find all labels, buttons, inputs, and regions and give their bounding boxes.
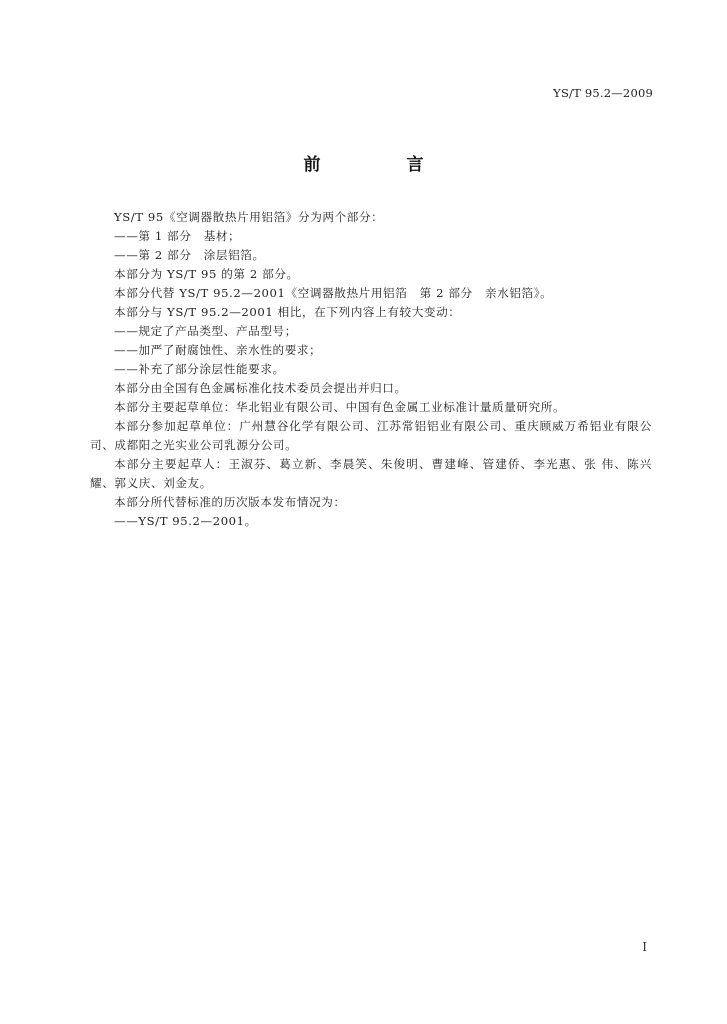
list-item: ——规定了产品类型、产品型号； bbox=[114, 324, 297, 338]
paragraph: YS/T 95《空调器散热片用铝箔》分为两个部分： bbox=[114, 210, 384, 224]
list-item: ——补充了部分涂层性能要求。 bbox=[114, 362, 285, 376]
standard-code: YS/T 95.2—2009 bbox=[553, 86, 653, 100]
paragraph: 本部分代替 YS/T 95.2—2001《空调器散热片用铝箔 第 2 部分 亲水铝箔》。 bbox=[114, 286, 553, 300]
list-item: ——加严了耐腐蚀性、亲水性的要求； bbox=[114, 343, 322, 357]
paragraph: 本部分主要起草人：王淑芬、葛立新、李晨笑、朱俊明、曹建峰、管建侨、李光惠、张 伟、陈兴耀、郭义庆、刘金友。 bbox=[90, 457, 652, 490]
paragraph: 本部分由全国有色金属标准化技术委员会提出并归口。 bbox=[114, 381, 407, 395]
paragraph: 本部分参加起草单位：广州慧谷化学有限公司、江苏常铝铝业有限公司、重庆顾威万希铝业有限公司、成都阳之光实业公司乳源分公司。 bbox=[90, 419, 652, 452]
list-item: ——第 2 部分 涂层铝箔。 bbox=[114, 248, 265, 262]
paragraph: 本部分主要起草单位：华北铝业有限公司、中国有色金属工业标准计量质量研究所。 bbox=[114, 400, 566, 414]
page-title: 前 言 bbox=[303, 155, 464, 175]
paragraph: 本部分所代替标准的历次版本发布情况为： bbox=[114, 495, 346, 509]
document-body bbox=[90, 208, 652, 531]
paragraph: 本部分为 YS/T 95 的第 2 部分。 bbox=[114, 267, 299, 281]
list-item: ——第 1 部分 基材； bbox=[114, 229, 241, 243]
list-item: ——YS/T 95.2—2001。 bbox=[114, 514, 257, 528]
paragraph: 本部分与 YS/T 95.2—2001 相比，在下列内容上有较大变动： bbox=[114, 305, 461, 319]
page-number: I bbox=[642, 940, 647, 954]
